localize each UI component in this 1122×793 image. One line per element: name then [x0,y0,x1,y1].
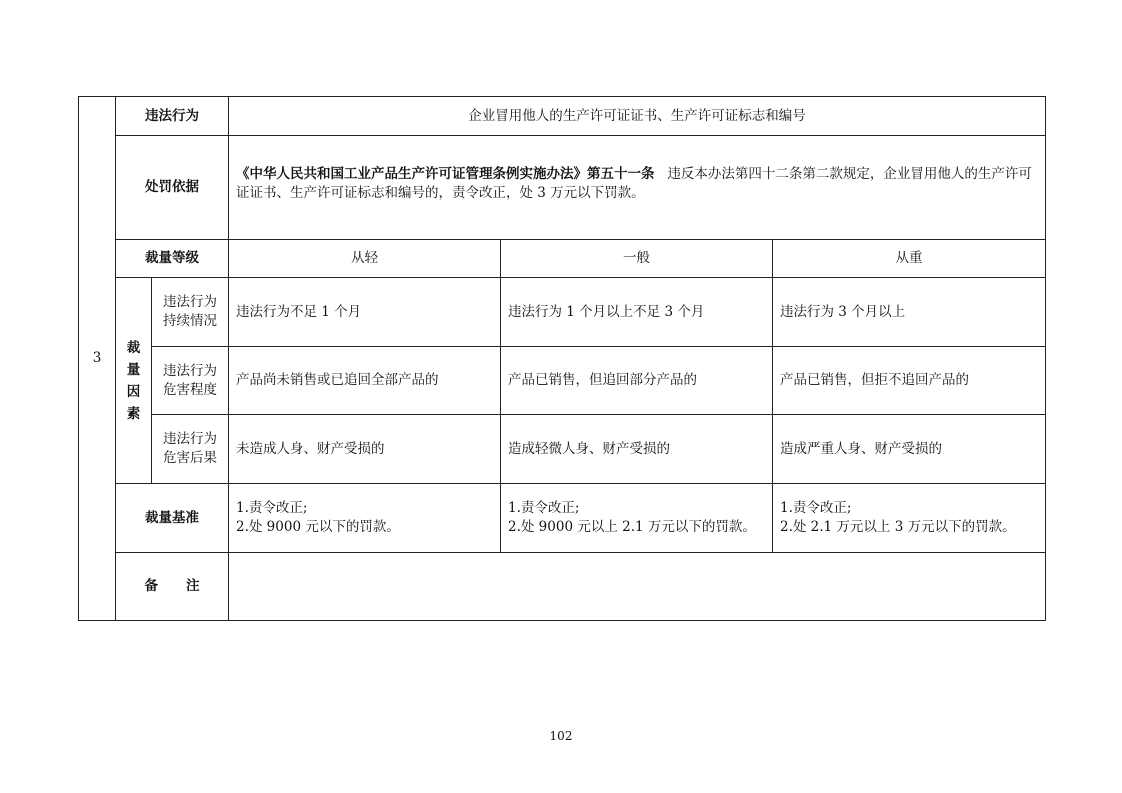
behavior-text: 企业冒用他人的生产许可证证书、生产许可证标志和编号 [229,97,1046,136]
level-normal: 一般 [501,240,773,278]
factor-consequence-light: 未造成人身、财产受损的 [229,415,501,484]
behavior-label: 违法行为 [116,97,229,136]
level-label: 裁量等级 [116,240,229,278]
remark-label: 备 注 [116,553,229,621]
factor-duration-heavy: 违法行为 3 个月以上 [773,278,1046,347]
standard-normal: 1.责令改正; 2.处 9000 元以上 2.1 万元以下的罚款。 [501,484,773,553]
factors-label-char: 量 [126,361,141,378]
factors-label-char: 因 [126,383,141,400]
basis-cell [229,136,1046,240]
factor-consequence-heavy: 造成严重人身、财产受损的 [773,415,1046,484]
penalty-table [78,96,1046,621]
factor-duration-light: 违法行为不足 1 个月 [229,278,501,347]
remark-text [229,553,1046,621]
standard-heavy: 1.责令改正; 2.处 2.1 万元以上 3 万元以下的罚款。 [773,484,1046,553]
level-light: 从轻 [229,240,501,278]
basis-title: 《中华人民共和国工业产品生产许可证管理条例实施办法》第五十一条 [236,166,655,182]
factor-severity-light: 产品尚未销售或已追回全部产品的 [229,347,501,415]
page-number: 102 [549,729,573,743]
standard-label: 裁量基准 [116,484,229,553]
factors-label-char: 裁 [126,339,141,356]
factors-label-char: 素 [126,405,141,422]
factor-duration-normal: 违法行为 1 个月以上不足 3 个月 [501,278,773,347]
factor-severity-heavy: 产品已销售，但拒不追回产品的 [773,347,1046,415]
factor-duration-label: 违法行为 持续情况 [152,278,229,347]
standard-light: 1.责令改正; 2.处 9000 元以下的罚款。 [229,484,501,553]
factor-severity-normal: 产品已销售，但追回部分产品的 [501,347,773,415]
basis-text: 违反本办法第四十二条第二款规定，企业冒用他人的生产许可证证书、生产许可证标志和编号的，责令改正，处 3 万元以下罚款。 [236,166,1032,201]
factors-label [116,278,152,484]
factor-severity-label: 违法行为 危害程度 [152,347,229,415]
factor-consequence-label: 违法行为 危害后果 [152,415,229,484]
row-index: 3 [79,97,116,621]
level-heavy: 从重 [773,240,1046,278]
basis-label: 处罚依据 [116,136,229,240]
factor-consequence-normal: 造成轻微人身、财产受损的 [501,415,773,484]
